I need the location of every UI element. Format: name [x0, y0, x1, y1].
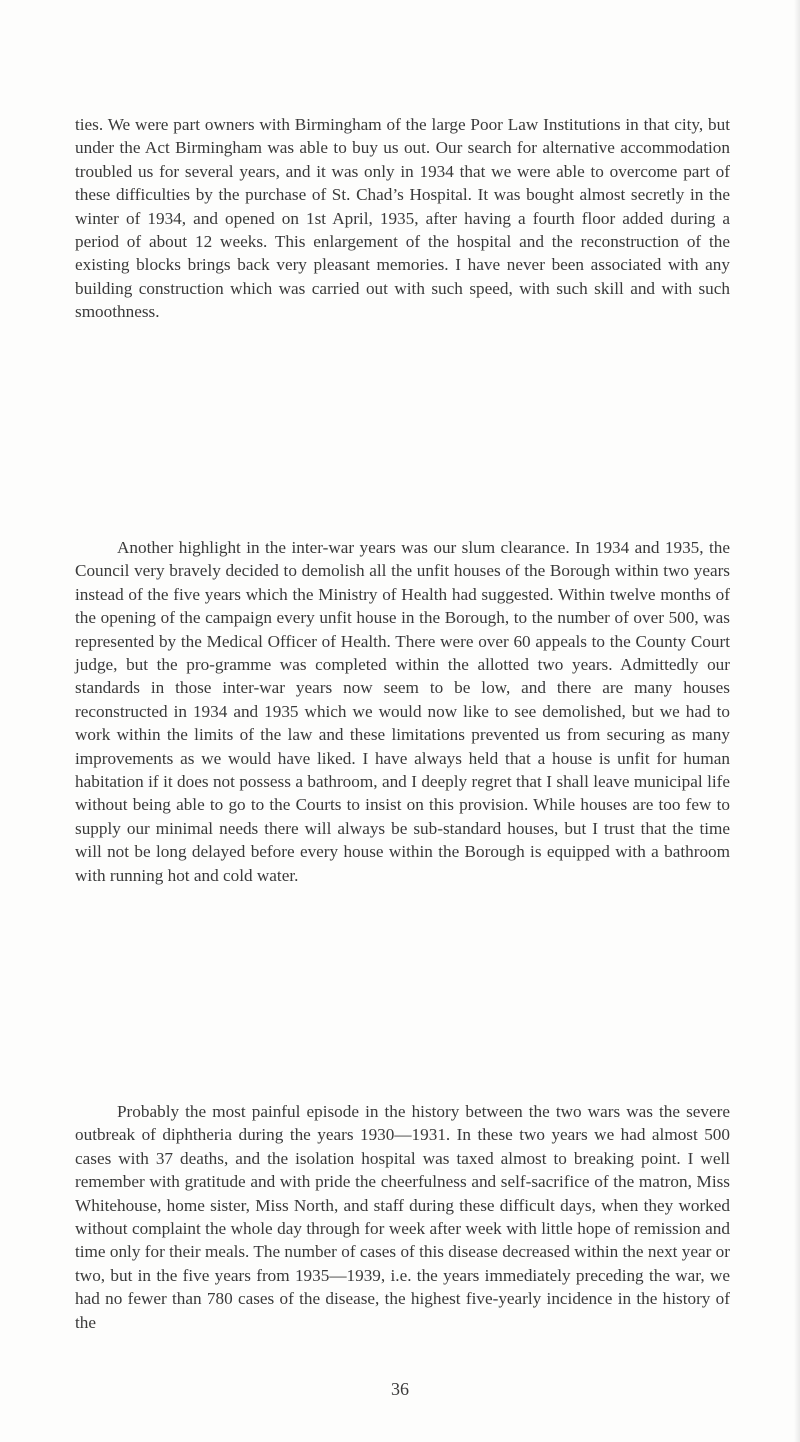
paragraph-slum-clearance: Another highlight in the inter-war years was our slum clearance. In 1934 and 1935, the Council very bravely decided to demolish all the unfit houses of the Borough within two years instead of the five years which the Ministry of Health had suggested. Within twelve months of the opening of the campaign every unfit house in the Borough, to the number of over 500, was represented by the Medical Officer of Health. There were over 60 appeals to the County Court judge, but the pro-gramme was completed within the allotted two years. Admittedly our standards in those inter-war years now seem to be low, and there are many houses reconstructed in 1934 and 1935 which we would now like to see demolished, but we had to work within the limits of the law and these limitations prevented us from securing as many improvements as we would have liked. I have always held that a house is unfit for human habitation if it does not possess a bathroom, and I deeply regret that I shall leave municipal life without being able to go to the Courts to insist on this provision. While houses are too few to supply our minimal needs there will always be sub-standard houses, but I trust that the time will not be long delayed before every house within the Borough is equipped with a bathroom with running hot and cold water.	[75, 538, 730, 885]
page-number: 36	[391, 1379, 409, 1399]
paragraph-diphtheria-outbreak: Probably the most painful episode in the history between the two wars was the severe outbreak of diphtheria during the years 1930—1931. In these two years we had almost 500 cases with 37 deaths, and the isolation hospital was taxed almost to breaking point. I well remember with gratitude and with pride the cheerfulness and self-sacrifice of the matron, Miss Whitehouse, home sister, Miss North, and staff during these difficult days, when they worked without complaint the whole day through for week after week with little hope of remission and time only for their meals. The number of cases of this disease decreased within the next year or two, but in the five years from 1935—1939, i.e. the years immediately preceding the war, we had no fewer than 780 cases of the disease, the highest five-yearly incidence in the history of the	[75, 1102, 730, 1332]
page-edge-shadow	[794, 0, 800, 1442]
paragraph-st-chads-hospital: ties. We were part owners with Birmingham of the large Poor Law Institutions in that city, but under the Act Birmingham was able to buy us out. Our search for alternative accommodation troubled us for several years, and it was only in 1934 that we were able to overcome part of these difficulties by the purchase of St. Chad’s Hospital. It was bought almost secretly in the winter of 1934, and opened on 1st April, 1935, after having a fourth floor added during a period of about 12 weeks. This enlargement of the hospital and the reconstruction of the existing blocks brings back very pleasant memories. I have never been associated with any building construction which was carried out with such speed, with such skill and with such smoothness.	[75, 115, 730, 322]
